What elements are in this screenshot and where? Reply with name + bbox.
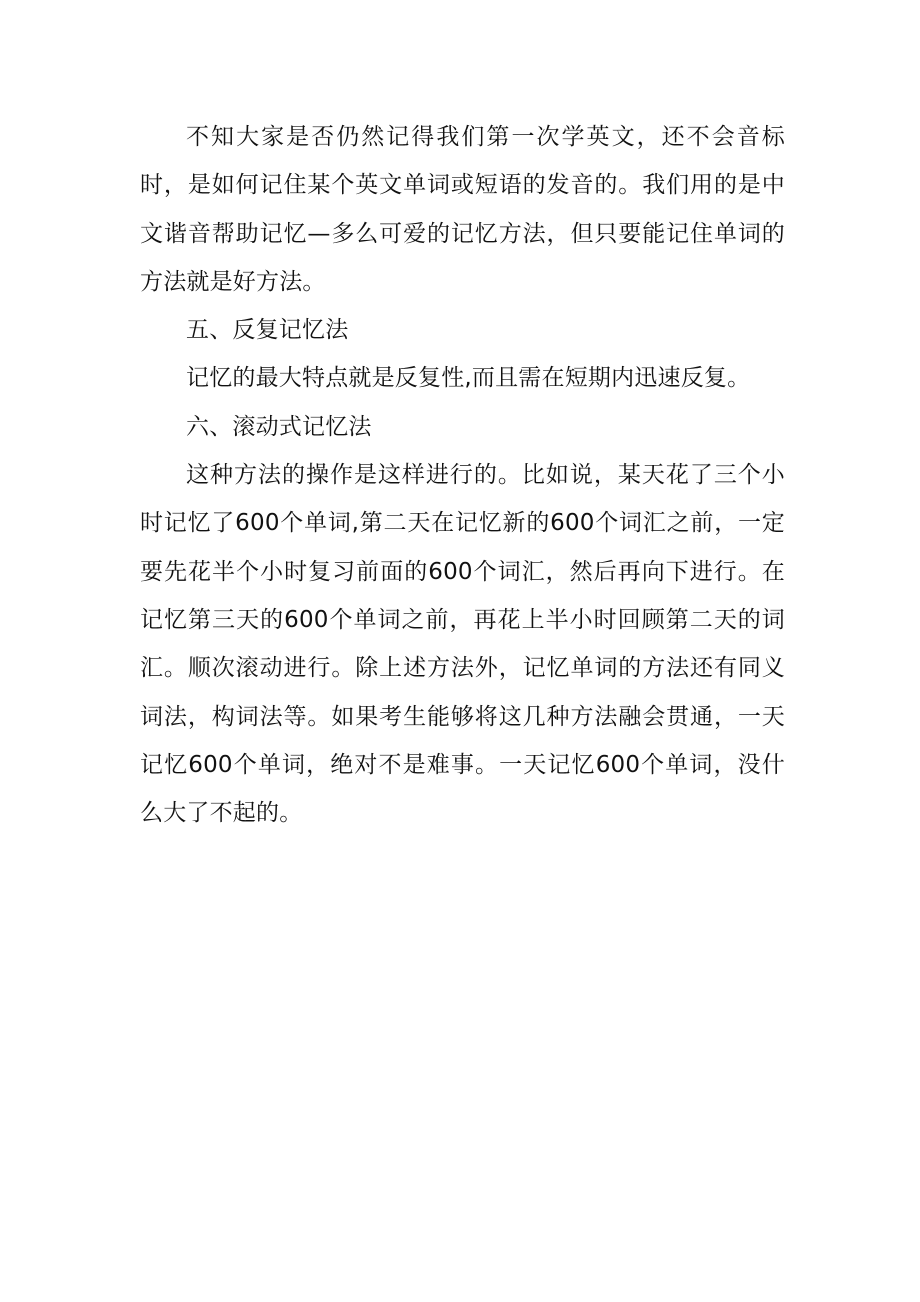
paragraph-rolling-method: 这种方法的操作是这样进行的。比如说，某天花了三个小时记忆了600个单词,第二天在记忆新的600个词汇之前，一定要先花半个小时复习前面的600个词汇，然后再向下进行。在记忆第三天的600个单词之前，再花上半小时回顾第二天的词汇。顺次滚动进行。除上述方法外，记忆单词的方法还有同义词法，构词法等。如果考生能够将这几种方法融会贯通，一天记忆600个单词，绝对不是难事。一天记忆600个单词，没什么大了不起的。 (140, 462, 785, 827)
paragraph-repetition-method: 记忆的最大特点就是反复性,而且需在短期内迅速反复。 (186, 365, 751, 392)
document-body (140, 113, 785, 837)
paragraph-homophone-method: 不知大家是否仍然记得我们第一次学英文，还不会音标时，是如何记住某个英文单词或短语的发音的。我们用的是中文谐音帮助记忆—多么可爱的记忆方法，但只要能记住单词的方法就是好方法。 (140, 124, 785, 295)
section-heading-rolling-method: 六、滚动式记忆法 (186, 413, 372, 440)
section-heading-repetition-method: 五、反复记忆法 (186, 317, 349, 344)
